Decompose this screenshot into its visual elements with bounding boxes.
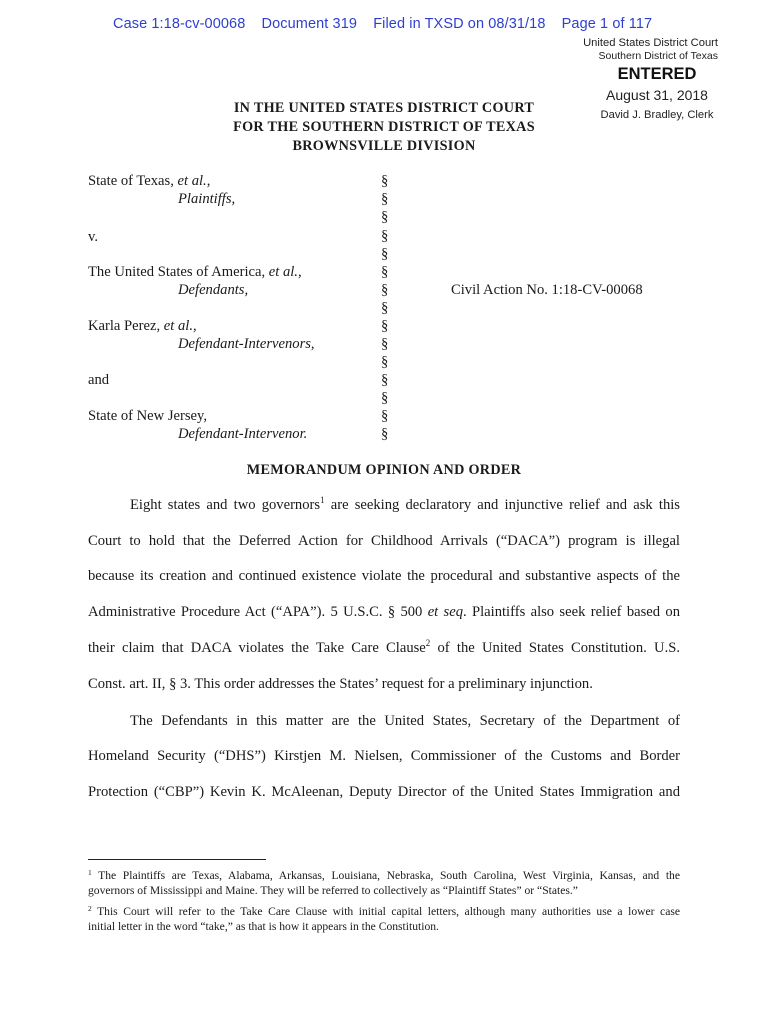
- body-line: their claim that DACA violates the Take Care Clause$^2$ of the United States Constitution. U.S.: [88, 638, 680, 656]
- party-plaintiff: State of Texas, et al.,: [88, 173, 211, 189]
- party-intervenors-role: Defendant-Intervenors,: [178, 336, 315, 352]
- footnote-2-cont: initial letter in the word “take,” as that is how it appears in the Constitution.: [88, 920, 439, 933]
- footnote-1-ref: 1: [320, 495, 325, 505]
- stamp-district: Southern District of Texas: [598, 50, 718, 62]
- section-symbol: §: [381, 336, 389, 352]
- body-line: Administrative Procedure Act (“APA”). 5 U.S.C. § 500 et seq. Plaintiffs also seek relief based on: [88, 604, 680, 620]
- caption-and: and: [88, 372, 110, 388]
- section-symbol: §: [381, 191, 389, 207]
- section-symbol: §: [381, 282, 389, 298]
- body-line: The Defendants in this matter are the United States, Secretary of the Department of: [130, 713, 680, 729]
- section-symbol: §: [381, 264, 389, 280]
- memorandum-title: MEMORANDUM OPINION AND ORDER: [246, 462, 522, 478]
- section-symbol: §: [381, 209, 389, 225]
- body-line: Court to hold that the Deferred Action for Childhood Arrivals (“DACA”) program is illegal: [88, 533, 680, 549]
- party-new-jersey: State of New Jersey,: [88, 408, 208, 424]
- section-symbol: §: [381, 390, 389, 406]
- versus: v.: [88, 229, 98, 245]
- stamp-court-name: United States District Court: [583, 37, 718, 49]
- case-header: [113, 16, 652, 32]
- party-new-jersey-role: Defendant-Intervenor.: [178, 426, 308, 442]
- section-symbol: §: [381, 408, 389, 424]
- section-symbol: §: [381, 228, 389, 244]
- party-plaintiff-role: Plaintiffs,: [178, 191, 236, 207]
- party-defendant: The United States of America, et al.,: [88, 264, 302, 280]
- party-defendant-role: Defendants,: [178, 282, 249, 298]
- body-line: Const. art. II, § 3. This order addresses the States’ request for a preliminary injunction.: [88, 676, 593, 692]
- stamp-clerk: David J. Bradley, Clerk: [600, 109, 714, 121]
- footnote-1: $^1$ The Plaintiffs are Texas, Alabama, Arkansas, Louisiana, Nebraska, South Carolina, West Virginia, Kansas, and the: [88, 868, 680, 882]
- page-count: Page 1 of 117: [561, 16, 653, 32]
- footnote-2: $^2$ This Court will refer to the Take Care Clause with initial capital letters, although many authorities use a lower case: [88, 904, 680, 918]
- filed-date: Filed in TXSD on 08/31/18: [373, 16, 546, 32]
- body-line: Homeland Security (“DHS”) Kirstjen M. Nielsen, Commissioner of the Customs and Border: [88, 748, 680, 764]
- court-title-line1: IN THE UNITED STATES DISTRICT COURT: [233, 100, 535, 116]
- civil-action-number: Civil Action No. 1:18-CV-00068: [451, 282, 643, 298]
- footnote-1-cont: governors of Mississippi and Maine. They will be referred to collectively as “Plaintiff States” or “States.”: [88, 884, 578, 897]
- court-title-line2: FOR THE SOUTHERN DISTRICT OF TEXAS: [233, 119, 535, 135]
- footnote-divider: [88, 859, 266, 860]
- section-symbol: §: [381, 246, 389, 262]
- stamp-entered: ENTERED: [617, 65, 697, 83]
- footnote-2-ref: 2: [425, 638, 431, 648]
- section-symbol: §: [381, 173, 389, 189]
- section-symbol: §: [381, 318, 389, 334]
- body-line: because its creation and continued existence violate the procedural and substantive aspects of the: [88, 568, 680, 584]
- body-line: Protection (“CBP”) Kevin K. McAleenan, Deputy Director of the United States Immigration and: [88, 784, 680, 800]
- section-symbol: §: [381, 372, 389, 388]
- section-symbol: §: [381, 426, 389, 442]
- body-line: Eight states and two governors$^1$ are seeking declaratory and injunctive relief and ask this: [130, 495, 680, 513]
- section-symbol: §: [381, 354, 389, 370]
- court-title-line3: BROWNSVILLE DIVISION: [292, 138, 476, 154]
- case-number: Case 1:18-cv-00068: [113, 16, 246, 32]
- document-number: Document 319: [261, 16, 358, 32]
- section-symbol: §: [381, 300, 389, 316]
- party-intervenors: Karla Perez, et al.,: [88, 318, 197, 334]
- stamp-date: August 31, 2018: [606, 87, 708, 103]
